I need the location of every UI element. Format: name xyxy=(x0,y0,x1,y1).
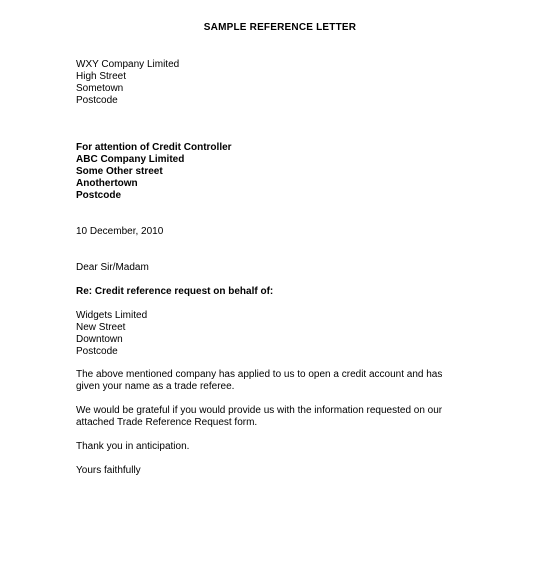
recipient-address-line: Anothertown xyxy=(76,178,138,189)
sender-address-line: Postcode xyxy=(76,95,118,106)
salutation: Dear Sir/Madam xyxy=(76,262,149,273)
recipient-address-line: Postcode xyxy=(76,190,122,201)
paragraph-line: attached Trade Reference Request form. xyxy=(76,417,258,428)
recipient-address-line: Some Other street xyxy=(76,166,163,177)
subject-address-line: New Street xyxy=(76,322,126,333)
paragraph-line: We would be grateful if you would provide us with the information requested on our xyxy=(76,405,443,416)
sender-address-line: WXY Company Limited xyxy=(76,59,180,70)
body-paragraph-1 xyxy=(76,369,442,393)
sender-address xyxy=(76,59,179,107)
recipient-address xyxy=(76,142,232,202)
paragraph-line: given your name as a trade referee. xyxy=(76,381,235,392)
subject-address-line: Widgets Limited xyxy=(76,310,148,321)
subject-address-line: Postcode xyxy=(76,346,118,357)
closing: Yours faithfully xyxy=(76,465,141,476)
subject-line: Re: Credit reference request on behalf of: xyxy=(76,286,274,297)
sender-address-line: High Street xyxy=(76,71,127,82)
subject-address-line: Downtown xyxy=(76,334,123,345)
subject-company-address xyxy=(76,310,147,358)
sender-address-line: Sometown xyxy=(76,83,124,94)
recipient-attention-line: For attention of Credit Controller xyxy=(76,142,232,153)
letter-title: SAMPLE REFERENCE LETTER xyxy=(203,22,357,33)
body-paragraph-2 xyxy=(76,405,442,429)
recipient-address-line: ABC Company Limited xyxy=(76,154,185,165)
paragraph-line: The above mentioned company has applied to us to open a credit account and has xyxy=(76,369,443,380)
body-paragraph-3: Thank you in anticipation. xyxy=(76,441,190,452)
letter-date: 10 December, 2010 xyxy=(76,226,164,237)
